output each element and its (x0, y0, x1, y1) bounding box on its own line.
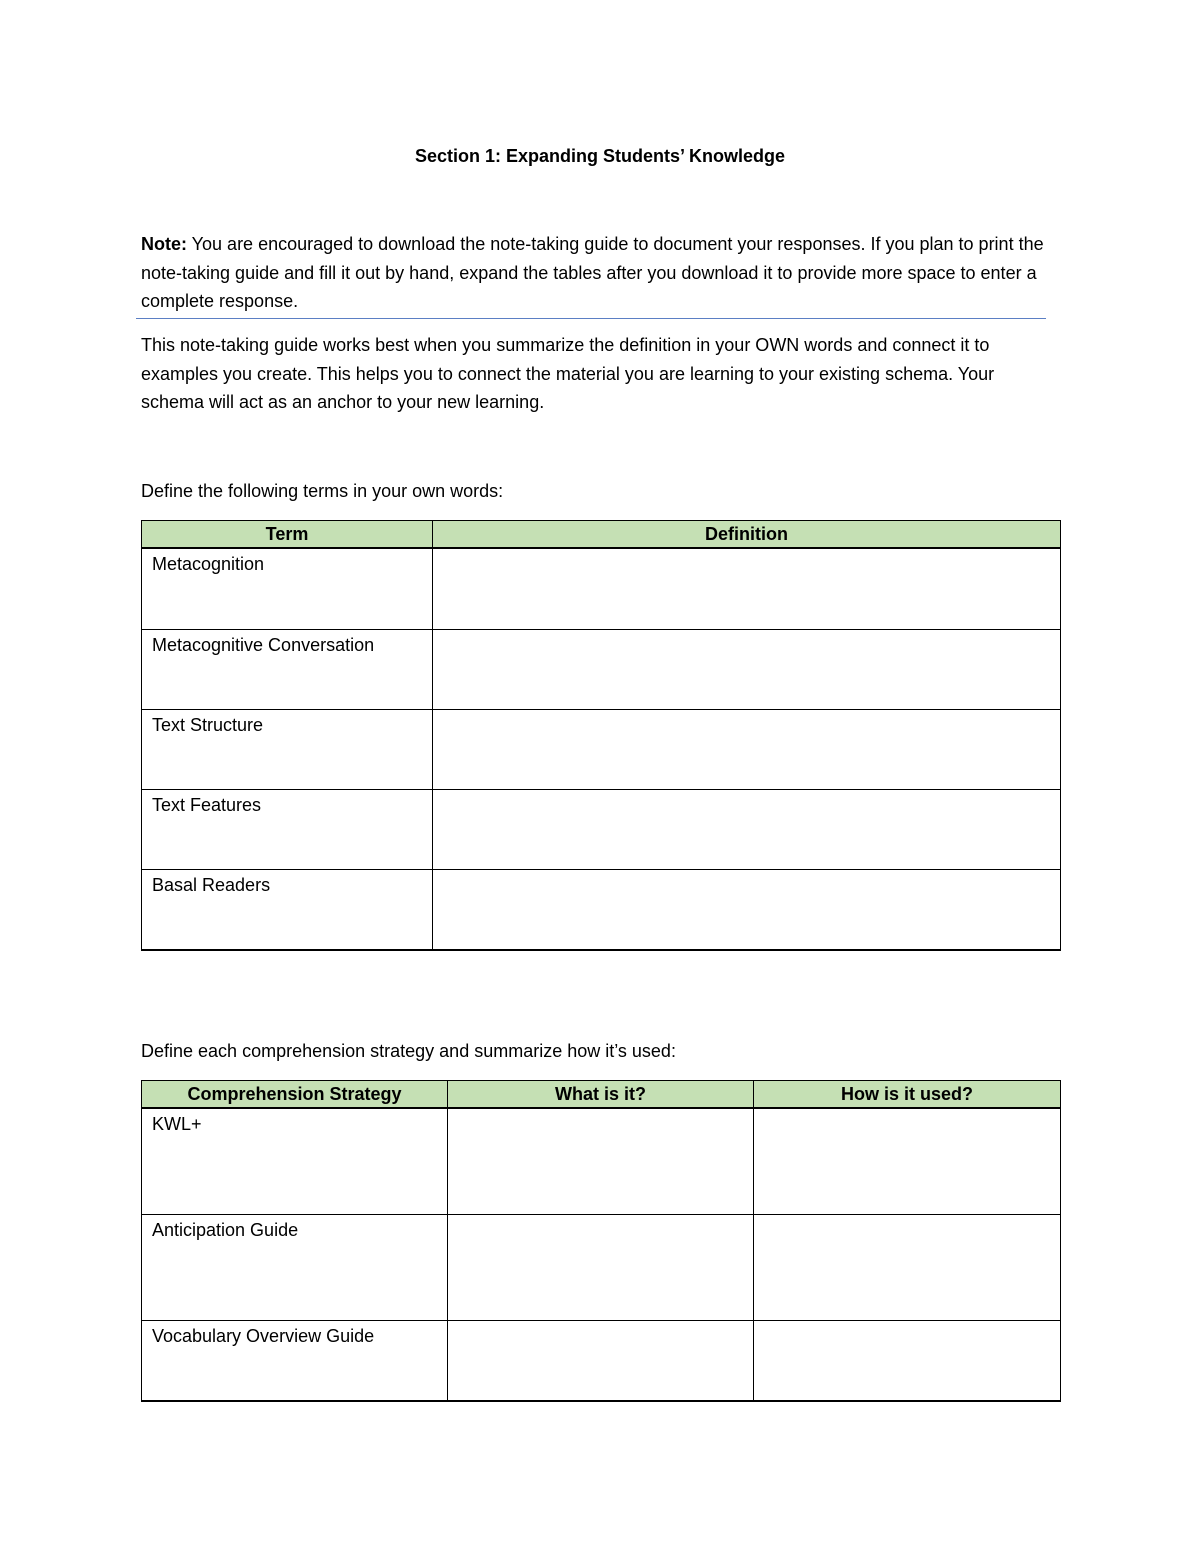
how-cell[interactable] (754, 1215, 1061, 1321)
strategies-table (141, 1080, 1061, 1402)
term-cell: Text Structure (142, 710, 433, 790)
term-cell: Metacognition (142, 548, 433, 630)
how-cell[interactable] (754, 1108, 1061, 1215)
what-cell[interactable] (448, 1108, 754, 1215)
what-cell[interactable] (448, 1321, 754, 1402)
header-what: What is it? (448, 1081, 754, 1109)
table-row (142, 710, 1061, 790)
table-row (142, 1108, 1061, 1215)
terms-table (141, 520, 1061, 951)
header-strategy: Comprehension Strategy (142, 1081, 448, 1109)
strategies-header-row (142, 1081, 1061, 1109)
schema-paragraph: This note-taking guide works best when you summarize the definition in your OWN words and connect it to examples you create. This helps you to connect the material you are learning to your existing schema. Your schema will act as an anchor to your new learning. (141, 335, 995, 413)
note-paragraph (141, 230, 1061, 316)
table-row (142, 1215, 1061, 1321)
page-title: Section 1: Expanding Students’ Knowledge (414, 146, 786, 166)
strategy-cell: KWL+ (142, 1108, 448, 1215)
table-row (142, 870, 1061, 951)
table-row (142, 1321, 1061, 1402)
header-definition: Definition (433, 521, 1061, 549)
strategy-cell: Vocabulary Overview Guide (142, 1321, 448, 1402)
strategy-cell: Anticipation Guide (142, 1215, 448, 1321)
term-cell: Basal Readers (142, 870, 433, 951)
header-term: Term (142, 521, 433, 549)
table-row (142, 630, 1061, 710)
note-label: Note: (141, 234, 187, 254)
strategies-instruction: Define each comprehension strategy and summarize how it’s used: (141, 1041, 676, 1061)
definition-cell[interactable] (433, 710, 1061, 790)
terms-instruction: Define the following terms in your own words: (141, 481, 504, 501)
terms-header-row (142, 521, 1061, 549)
definition-cell[interactable] (433, 548, 1061, 630)
term-cell: Text Features (142, 790, 433, 870)
divider-line (136, 318, 1046, 319)
definition-cell[interactable] (433, 870, 1061, 951)
how-cell[interactable] (754, 1321, 1061, 1402)
term-cell: Metacognitive Conversation (142, 630, 433, 710)
header-how: How is it used? (754, 1081, 1061, 1109)
table-row (142, 790, 1061, 870)
what-cell[interactable] (448, 1215, 754, 1321)
table-row (142, 548, 1061, 630)
definition-cell[interactable] (433, 630, 1061, 710)
note-text: You are encouraged to download the note-taking guide to document your responses. If you plan to print the note-taking guide and fill it out by hand, expand the tables after you download it to provide more space to enter a complete response. (141, 234, 1044, 312)
definition-cell[interactable] (433, 790, 1061, 870)
